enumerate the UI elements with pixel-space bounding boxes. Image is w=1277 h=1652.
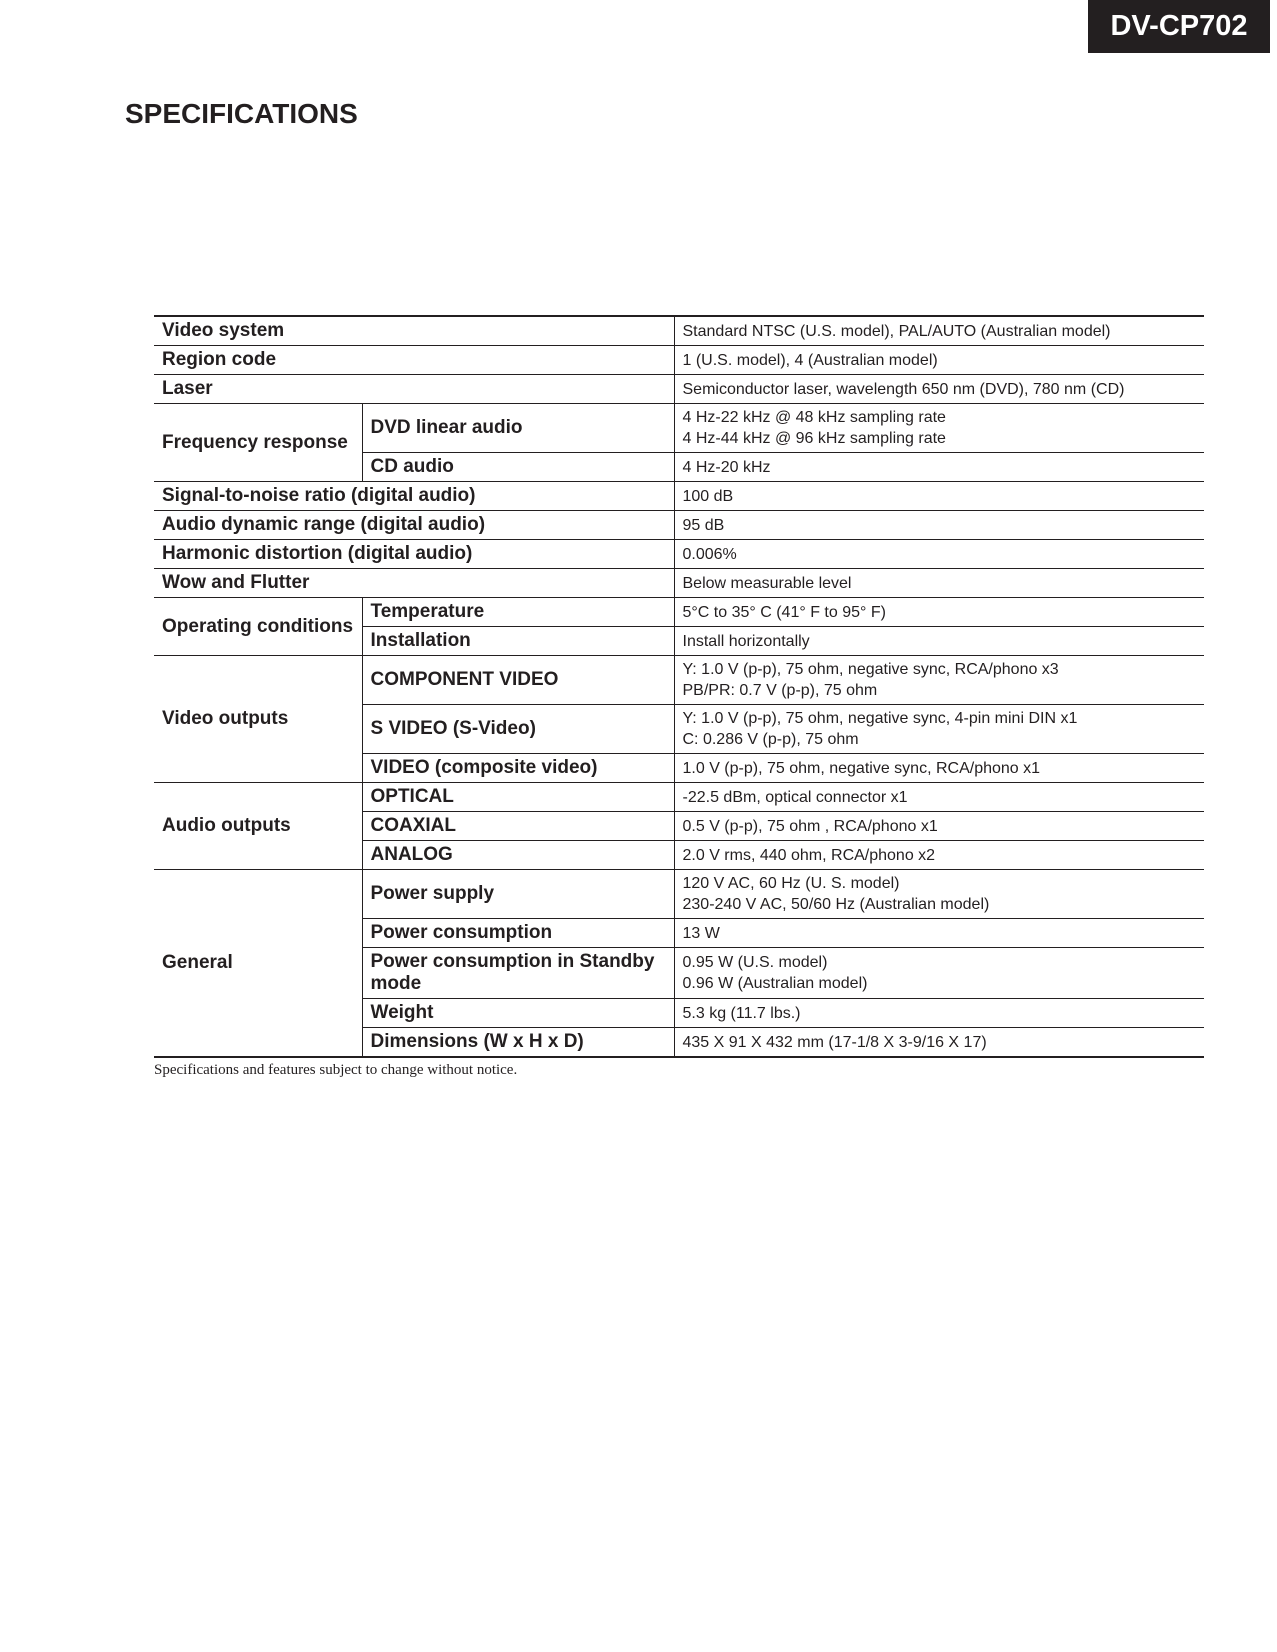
spec-label-laser: Laser [154,375,674,404]
spec-value-dimensions: 435 X 91 X 432 mm (17-1/8 X 3-9/16 X 17) [674,1028,1204,1058]
value-line: C: 0.286 V (p-p), 75 ohm [682,731,859,748]
table-row [154,482,1204,511]
spec-label-weight: Weight [362,999,674,1028]
spec-group-operating-conditions: Operating conditions [154,598,362,656]
spec-group-general: General [154,870,362,1058]
value-line: 4 Hz-22 kHz @ 48 kHz sampling rate [682,409,946,426]
table-row [154,656,1204,705]
spec-group-audio-outputs: Audio outputs [154,783,362,870]
value-line: Y: 1.0 V (p-p), 75 ohm, negative sync, 4-pin mini DIN x1 [682,710,1078,727]
footnote: Specifications and features subject to change without notice. [154,1062,518,1078]
spec-value-analog: 2.0 V rms, 440 ohm, RCA/phono x2 [674,841,1204,870]
value-line: 0.95 W (U.S. model) [682,954,828,971]
spec-value-region-code: 1 (U.S. model), 4 (Australian model) [674,346,1204,375]
spec-value-temperature: 5°C to 35° C (41° F to 95° F) [674,598,1204,627]
spec-label-standby-power: Power consumption in Standby mode [362,948,674,999]
spec-label-power-supply: Power supply [362,870,674,919]
spec-label-analog: ANALOG [362,841,674,870]
spec-label-dynamic-range: Audio dynamic range (digital audio) [154,511,674,540]
table-row [154,346,1204,375]
table-row [154,511,1204,540]
table-row [154,569,1204,598]
spec-value-standby-power [674,948,1204,999]
model-number-badge: DV-CP702 [1088,0,1270,53]
spec-value-dvd-linear-audio [674,404,1204,453]
spec-value-wow-flutter: Below measurable level [674,569,1204,598]
table-row [154,598,1204,627]
spec-label-coaxial: COAXIAL [362,812,674,841]
spec-value-optical: -22.5 dBm, optical connector x1 [674,783,1204,812]
spec-value-video-system: Standard NTSC (U.S. model), PAL/AUTO (Australian model) [674,316,1204,346]
value-line: PB/PR: 0.7 V (p-p), 75 ohm [682,682,878,699]
spec-value-power-consumption: 13 W [674,919,1204,948]
spec-label-harmonic-distortion: Harmonic distortion (digital audio) [154,540,674,569]
spec-label-optical: OPTICAL [362,783,674,812]
page-title: SPECIFICATIONS [125,98,358,129]
spec-label-component-video: COMPONENT VIDEO [362,656,674,705]
table-row [154,870,1204,919]
value-line: 0.96 W (Australian model) [682,975,868,992]
spec-value-weight: 5.3 kg (11.7 lbs.) [674,999,1204,1028]
spec-value-laser: Semiconductor laser, wavelength 650 nm (DVD), 780 nm (CD) [674,375,1204,404]
table-row [154,783,1204,812]
table-row [154,404,1204,453]
spec-value-cd-audio: 4 Hz-20 kHz [674,453,1204,482]
spec-label-cd-audio: CD audio [362,453,674,482]
spec-label-snr: Signal-to-noise ratio (digital audio) [154,482,674,511]
spec-label-wow-flutter: Wow and Flutter [154,569,674,598]
value-line: 4 Hz-44 kHz @ 96 kHz sampling rate [682,430,946,447]
table-row [154,540,1204,569]
value-line: 230-240 V AC, 50/60 Hz (Australian model) [682,896,990,913]
spec-value-composite-video: 1.0 V (p-p), 75 ohm, negative sync, RCA/phono x1 [674,754,1204,783]
spec-group-video-outputs: Video outputs [154,656,362,783]
table-row [154,316,1204,346]
table-row [154,375,1204,404]
spec-label-dimensions: Dimensions (W x H x D) [362,1028,674,1058]
spec-label-video-system: Video system [154,316,674,346]
spec-value-power-supply [674,870,1204,919]
value-line: Y: 1.0 V (p-p), 75 ohm, negative sync, RCA/phono x3 [682,661,1059,678]
spec-label-dvd-linear-audio: DVD linear audio [362,404,674,453]
spec-label-region-code: Region code [154,346,674,375]
specifications-table [154,315,1204,1058]
spec-label-power-consumption: Power consumption [362,919,674,948]
spec-value-component-video [674,656,1204,705]
value-line: 120 V AC, 60 Hz (U. S. model) [682,875,900,892]
spec-label-installation: Installation [362,627,674,656]
spec-label-s-video: S VIDEO (S-Video) [362,705,674,754]
spec-value-coaxial: 0.5 V (p-p), 75 ohm , RCA/phono x1 [674,812,1204,841]
spec-value-s-video [674,705,1204,754]
spec-value-harmonic-distortion: 0.006% [674,540,1204,569]
spec-value-installation: Install horizontally [674,627,1204,656]
spec-label-temperature: Temperature [362,598,674,627]
spec-label-composite-video: VIDEO (composite video) [362,754,674,783]
spec-group-frequency-response: Frequency response [154,404,362,482]
spec-value-dynamic-range: 95 dB [674,511,1204,540]
spec-value-snr: 100 dB [674,482,1204,511]
